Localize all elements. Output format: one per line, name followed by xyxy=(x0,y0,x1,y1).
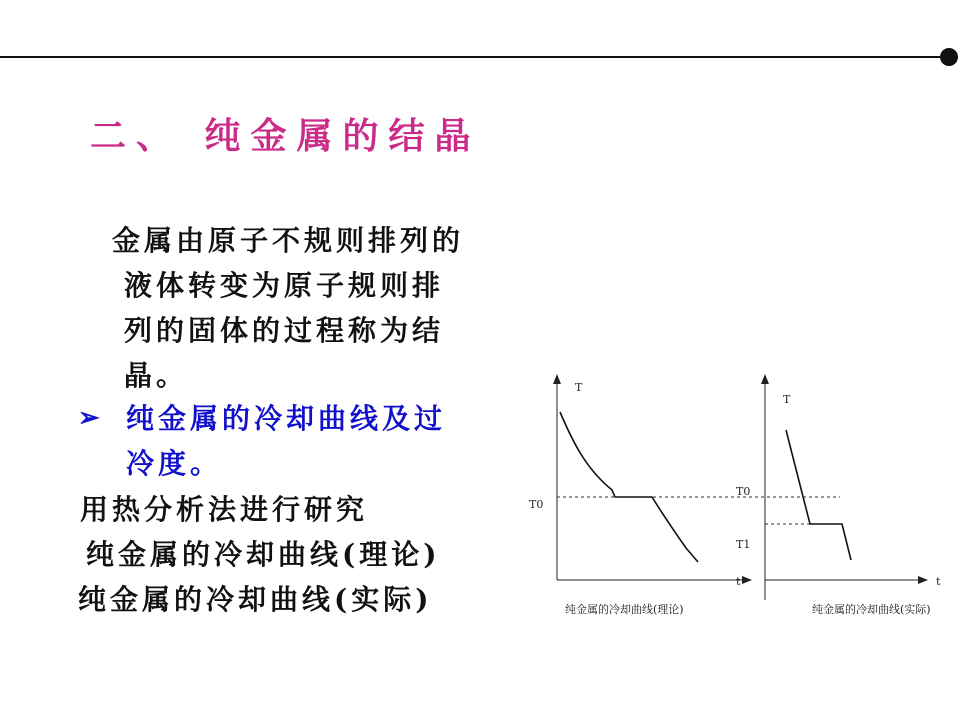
right-y-axis-label: T xyxy=(783,393,791,406)
paragraph-line-3: 列的固体的过程称为结 xyxy=(124,314,445,347)
bullet-text xyxy=(78,396,446,486)
left-x-axis-label: t xyxy=(736,575,741,588)
right-figure-caption: 纯金属的冷却曲线(实际) xyxy=(812,603,931,616)
definition-paragraph xyxy=(112,218,522,398)
top-rule-dot xyxy=(940,48,958,66)
cooling-curves-figure xyxy=(510,330,955,630)
arrow-bullet-icon: ➢ xyxy=(78,403,104,433)
left-y-axis-label: T xyxy=(575,381,583,394)
left-level-label: T0 xyxy=(529,498,544,511)
left-figure-caption: 纯金属的冷却曲线(理论) xyxy=(565,603,684,616)
bullet-line-1: 纯金属的冷却曲线及过 xyxy=(126,402,447,435)
theory-curve-line: 纯金属的冷却曲线(理论) xyxy=(86,538,441,571)
right-y-axis-arrow-icon xyxy=(761,374,769,384)
left-x-axis-arrow-icon xyxy=(742,576,752,584)
actual-cooling-diagram xyxy=(736,374,941,616)
right-level-label-1: T0 xyxy=(736,485,751,498)
bullet-line-2: 冷度。 xyxy=(126,447,223,480)
bullet-item xyxy=(78,396,446,486)
slide-title: 二、 纯金属的结晶 xyxy=(90,115,481,157)
paragraph-line-4: 晶。 xyxy=(124,359,189,392)
analysis-line: 用热分析法进行研究 xyxy=(80,493,369,526)
top-rule xyxy=(0,56,946,58)
left-y-axis-arrow-icon xyxy=(553,374,561,384)
right-x-axis-label: t xyxy=(936,575,941,588)
paragraph-line-1: 金属由原子不规则排列的 xyxy=(112,224,465,257)
theory-cooling-curve xyxy=(560,412,698,562)
right-level-label-2: T1 xyxy=(736,538,751,551)
paragraph-line-2: 液体转变为原子规则排 xyxy=(124,269,445,302)
actual-cooling-curve xyxy=(786,430,851,560)
actual-curve-line: 纯金属的冷却曲线(实际) xyxy=(78,583,433,616)
right-x-axis-arrow-icon xyxy=(918,576,928,584)
